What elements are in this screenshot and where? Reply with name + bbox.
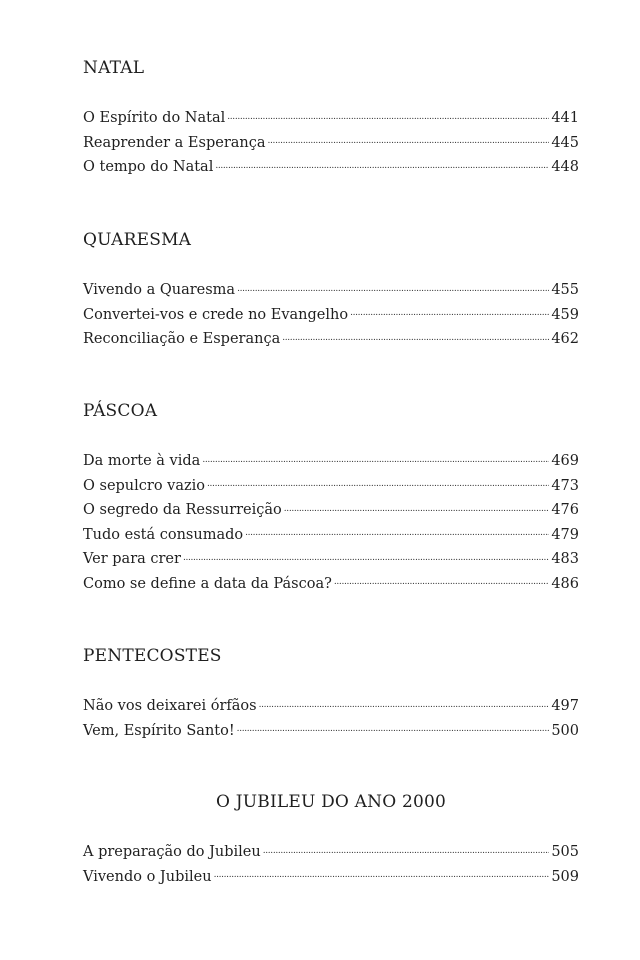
entry-page-number: 455	[551, 282, 579, 298]
dot-leader	[282, 329, 549, 344]
dot-leader	[237, 280, 549, 295]
entry-title: Reaprender a Esperança	[83, 134, 266, 151]
section-heading: PENTECOSTES	[83, 646, 222, 666]
entry-page-number: 469	[551, 453, 579, 469]
entry-page-number: 500	[551, 722, 579, 739]
entry-page-number: 448	[551, 159, 579, 176]
entry-title: Ver para crer	[83, 551, 181, 568]
entry-title: Convertei-vos e crede no Evangelho	[83, 306, 349, 323]
dot-leader	[245, 524, 549, 539]
toc-list	[83, 694, 579, 743]
dot-leader	[268, 132, 550, 147]
entry-title: Vivendo a Quaresma	[83, 282, 236, 298]
section-heading: O JUBILEU DO ANO 2000	[215, 792, 447, 812]
entry-title: Como se define a data da Páscoa?	[83, 575, 332, 592]
entry-page-number: 462	[551, 331, 579, 348]
entry-page-number: 473	[551, 477, 579, 494]
section-natal	[83, 57, 579, 180]
dot-leader	[215, 157, 549, 172]
toc-entry[interactable]	[83, 131, 579, 156]
entry-title: Tudo está consumado	[83, 526, 244, 543]
dot-leader	[214, 866, 550, 881]
toc-entry[interactable]	[83, 719, 579, 744]
section-heading: QUARESMA	[83, 230, 192, 250]
toc-list	[83, 106, 579, 180]
entry-title: Reconciliação e Esperança	[83, 331, 281, 348]
entry-page-number: 441	[551, 110, 579, 126]
dot-leader	[183, 549, 549, 564]
toc-entry[interactable]	[83, 523, 579, 548]
dot-leader	[350, 304, 549, 319]
toc-list	[83, 449, 579, 597]
section-pentecostes	[83, 645, 579, 743]
entry-page-number: 509	[551, 868, 579, 885]
section-heading: NATAL	[83, 58, 145, 78]
entry-title: A preparação do Jubileu	[83, 844, 261, 860]
entry-title: O tempo do Natal	[83, 159, 214, 176]
dot-leader	[227, 108, 549, 123]
toc-entry[interactable]	[83, 278, 579, 303]
section-jubileu	[83, 791, 579, 889]
toc-entry[interactable]	[83, 449, 579, 474]
toc-entry[interactable]	[83, 865, 579, 890]
toc-entry[interactable]	[83, 155, 579, 180]
entry-title: Da morte à vida	[83, 453, 201, 469]
entry-title: O sepulcro vazio	[83, 477, 206, 494]
entry-page-number: 486	[551, 575, 579, 592]
toc-entry[interactable]	[83, 327, 579, 352]
entry-title: Não vos deixarei órfãos	[83, 698, 257, 714]
entry-page-number: 483	[551, 551, 579, 568]
dot-leader	[334, 573, 549, 588]
entry-page-number: 445	[551, 134, 579, 151]
dot-leader	[237, 720, 550, 735]
section-pascoa	[83, 400, 579, 597]
toc-list	[83, 278, 579, 352]
toc-entry[interactable]	[83, 303, 579, 328]
dot-leader	[207, 475, 549, 490]
entry-page-number: 479	[551, 526, 579, 543]
toc-entry[interactable]	[83, 498, 579, 523]
entry-page-number: 476	[551, 502, 579, 519]
entry-page-number: 505	[551, 844, 579, 860]
toc-entry[interactable]	[83, 474, 579, 499]
section-quaresma	[83, 229, 579, 352]
entry-title: Vivendo o Jubileu	[83, 868, 212, 885]
toc-entry[interactable]	[83, 547, 579, 572]
entry-page-number: 497	[551, 698, 579, 714]
dot-leader	[259, 696, 550, 711]
dot-leader	[284, 500, 550, 515]
entry-title: O Espírito do Natal	[83, 110, 226, 126]
toc-list	[83, 840, 579, 889]
toc-entry[interactable]	[83, 572, 579, 597]
toc-entry[interactable]	[83, 694, 579, 719]
toc-entry[interactable]	[83, 840, 579, 865]
entry-title: Vem, Espírito Santo!	[83, 722, 235, 739]
entry-title: O segredo da Ressurreição	[83, 502, 282, 519]
dot-leader	[263, 842, 550, 857]
entry-page-number: 459	[551, 306, 579, 323]
section-heading: PÁSCOA	[83, 401, 158, 421]
dot-leader	[202, 451, 549, 466]
toc-entry[interactable]	[83, 106, 579, 131]
